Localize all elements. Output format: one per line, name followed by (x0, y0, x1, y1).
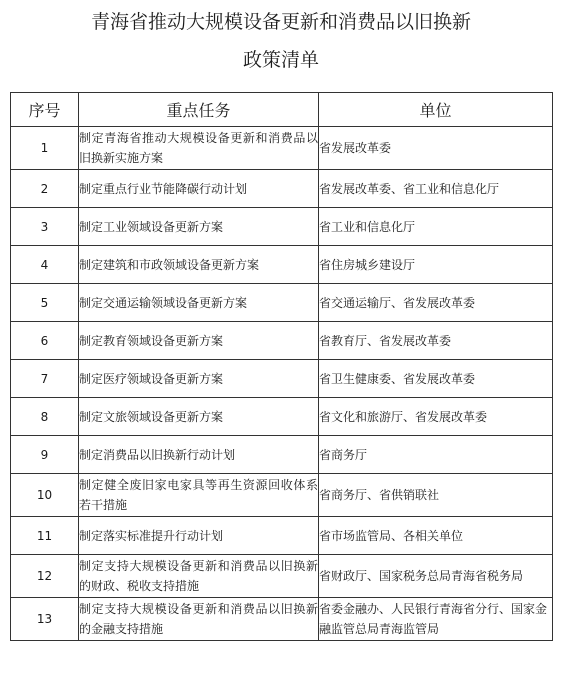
row-unit: 省市场监管局、各相关单位 (319, 517, 553, 555)
row-task: 制定健全废旧家电家具等再生资源回收体系若干措施 (79, 474, 319, 517)
row-index: 12 (11, 555, 79, 598)
row-index: 7 (11, 360, 79, 398)
row-index: 2 (11, 170, 79, 208)
table-row (11, 322, 553, 360)
table-row (11, 246, 553, 284)
row-unit: 省发展改革委 (319, 127, 553, 170)
document-title: 青海省推动大规模设备更新和消费品以旧换新 (90, 11, 471, 33)
policy-table (10, 92, 553, 641)
row-task: 制定交通运输领域设备更新方案 (79, 284, 319, 322)
header-index: 序号 (11, 93, 79, 127)
row-task: 制定建筑和市政领域设备更新方案 (79, 246, 319, 284)
row-index: 11 (11, 517, 79, 555)
row-unit: 省委金融办、人民银行青海省分行、国家金融监管总局青海监管局 (319, 598, 553, 641)
table-row (11, 517, 553, 555)
row-task: 制定工业领域设备更新方案 (79, 208, 319, 246)
table-row (11, 208, 553, 246)
row-index: 9 (11, 436, 79, 474)
table-row (11, 284, 553, 322)
row-index: 4 (11, 246, 79, 284)
row-task: 制定教育领域设备更新方案 (79, 322, 319, 360)
table-row (11, 127, 553, 170)
table-row (11, 398, 553, 436)
row-unit: 省卫生健康委、省发展改革委 (319, 360, 553, 398)
row-unit: 省工业和信息化厅 (319, 208, 553, 246)
row-index: 1 (11, 127, 79, 170)
row-task: 制定文旅领域设备更新方案 (79, 398, 319, 436)
table-row (11, 555, 553, 598)
document-subtitle: 政策清单 (242, 49, 319, 71)
row-index: 8 (11, 398, 79, 436)
table-row (11, 474, 553, 517)
row-unit: 省文化和旅游厅、省发展改革委 (319, 398, 553, 436)
row-task: 制定青海省推动大规模设备更新和消费品以旧换新实施方案 (79, 127, 319, 170)
row-unit: 省财政厅、国家税务总局青海省税务局 (319, 555, 553, 598)
table-row (11, 598, 553, 641)
table-row (11, 360, 553, 398)
table-row (11, 436, 553, 474)
row-task: 制定支持大规模设备更新和消费品以旧换新的财政、税收支持措施 (79, 555, 319, 598)
row-task: 制定消费品以旧换新行动计划 (79, 436, 319, 474)
row-index: 6 (11, 322, 79, 360)
row-task: 制定医疗领域设备更新方案 (79, 360, 319, 398)
header-unit: 单位 (319, 93, 553, 127)
row-task: 制定支持大规模设备更新和消费品以旧换新的金融支持措施 (79, 598, 319, 641)
row-task: 制定重点行业节能降碳行动计划 (79, 170, 319, 208)
row-unit: 省住房城乡建设厅 (319, 246, 553, 284)
row-index: 3 (11, 208, 79, 246)
row-unit: 省交通运输厅、省发展改革委 (319, 284, 553, 322)
header-task: 重点任务 (79, 93, 319, 127)
row-unit: 省教育厅、省发展改革委 (319, 322, 553, 360)
row-unit: 省商务厅、省供销联社 (319, 474, 553, 517)
row-index: 5 (11, 284, 79, 322)
row-unit: 省发展改革委、省工业和信息化厅 (319, 170, 553, 208)
row-index: 10 (11, 474, 79, 517)
table-row (11, 170, 553, 208)
table-header-row (11, 93, 553, 127)
row-index: 13 (11, 598, 79, 641)
row-unit: 省商务厅 (319, 436, 553, 474)
row-task: 制定落实标准提升行动计划 (79, 517, 319, 555)
